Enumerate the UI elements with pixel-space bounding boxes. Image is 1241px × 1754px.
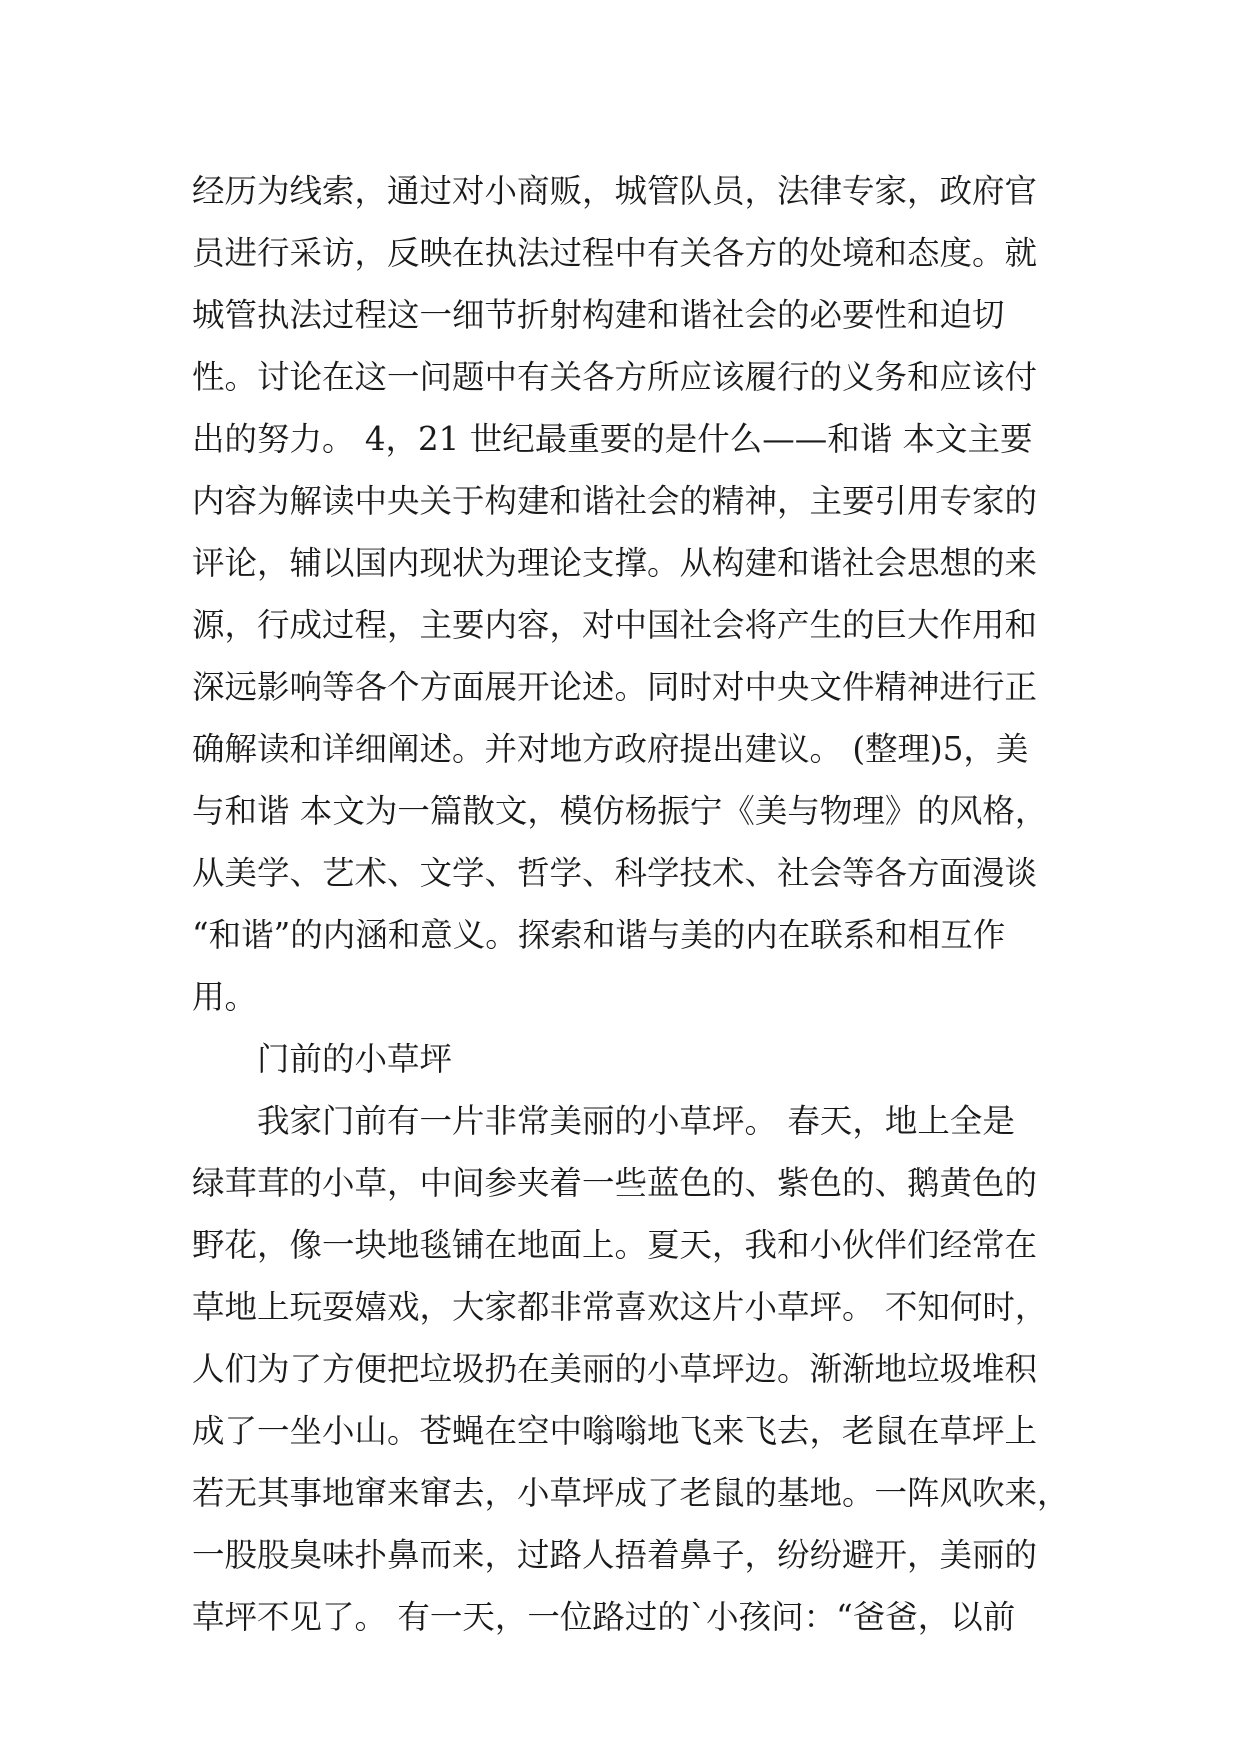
text-line: 若无其事地窜来窜去，小草坪成了老鼠的基地。一阵风吹来， [192, 1474, 1070, 1512]
text-line: 确解读和详细阐述。并对地方政府提出建议。 (整理)5，美 [192, 730, 1029, 768]
text-line: 人们为了方便把垃圾扔在美丽的小草坪边。渐渐地垃圾堆积 [192, 1350, 1038, 1388]
paragraph-first-line: 我家门前有一片非常美丽的小草坪。 春天，地上全是 [257, 1102, 1015, 1140]
text-line: 草坪不见了。 有一天，一位路过的`小孩问：“爸爸，以前 [192, 1598, 1016, 1636]
text-line: 员进行采访，反映在执法过程中有关各方的处境和态度。就 [192, 234, 1038, 272]
text-line: “和谐”的内涵和意义。探索和谐与美的内在联系和相互作 [192, 916, 1006, 954]
text-line: 性。讨论在这一问题中有关各方所应该履行的义务和应该付 [192, 358, 1038, 396]
text-line: 野花，像一块地毯铺在地面上。夏天，我和小伙伴们经常在 [192, 1226, 1038, 1264]
text-line: 出的努力。 4，21 世纪最重要的是什么——和谐 本文主要 [192, 420, 1033, 458]
text-line: 经历为线索，通过对小商贩，城管队员，法律专家，政府官 [192, 172, 1038, 210]
text-line: 草地上玩耍嬉戏，大家都非常喜欢这片小草坪。 不知何时， [192, 1288, 1048, 1326]
text-line: 深远影响等各个方面展开论述。同时对中央文件精神进行正 [192, 668, 1038, 706]
text-line: 一股股臭味扑鼻而来，过路人捂着鼻子，纷纷避开，美丽的 [192, 1536, 1038, 1574]
text-line: 用。 [192, 978, 258, 1016]
text-line: 内容为解读中央关于构建和谐社会的精神，主要引用专家的 [192, 482, 1038, 520]
text-line: 源，行成过程，主要内容，对中国社会将产生的巨大作用和 [192, 606, 1038, 644]
text-line: 评论，辅以国内现状为理论支撑。从构建和谐社会思想的来 [192, 544, 1038, 582]
text-line: 成了一坐小山。苍蝇在空中嗡嗡地飞来飞去，老鼠在草坪上 [192, 1412, 1038, 1450]
text-line: 从美学、艺术、文学、哲学、科学技术、社会等各方面漫谈 [192, 854, 1038, 892]
paragraph-first-line: 门前的小草坪 [257, 1040, 453, 1078]
text-line: 与和谐 本文为一篇散文，模仿杨振宁《美与物理》的风格， [192, 792, 1048, 830]
document-body [192, 160, 1072, 1648]
text-line: 绿茸茸的小草，中间参夹着一些蓝色的、紫色的、鹅黄色的 [192, 1164, 1038, 1202]
text-line: 城管执法过程这一细节折射构建和谐社会的必要性和迫切 [192, 296, 1005, 334]
